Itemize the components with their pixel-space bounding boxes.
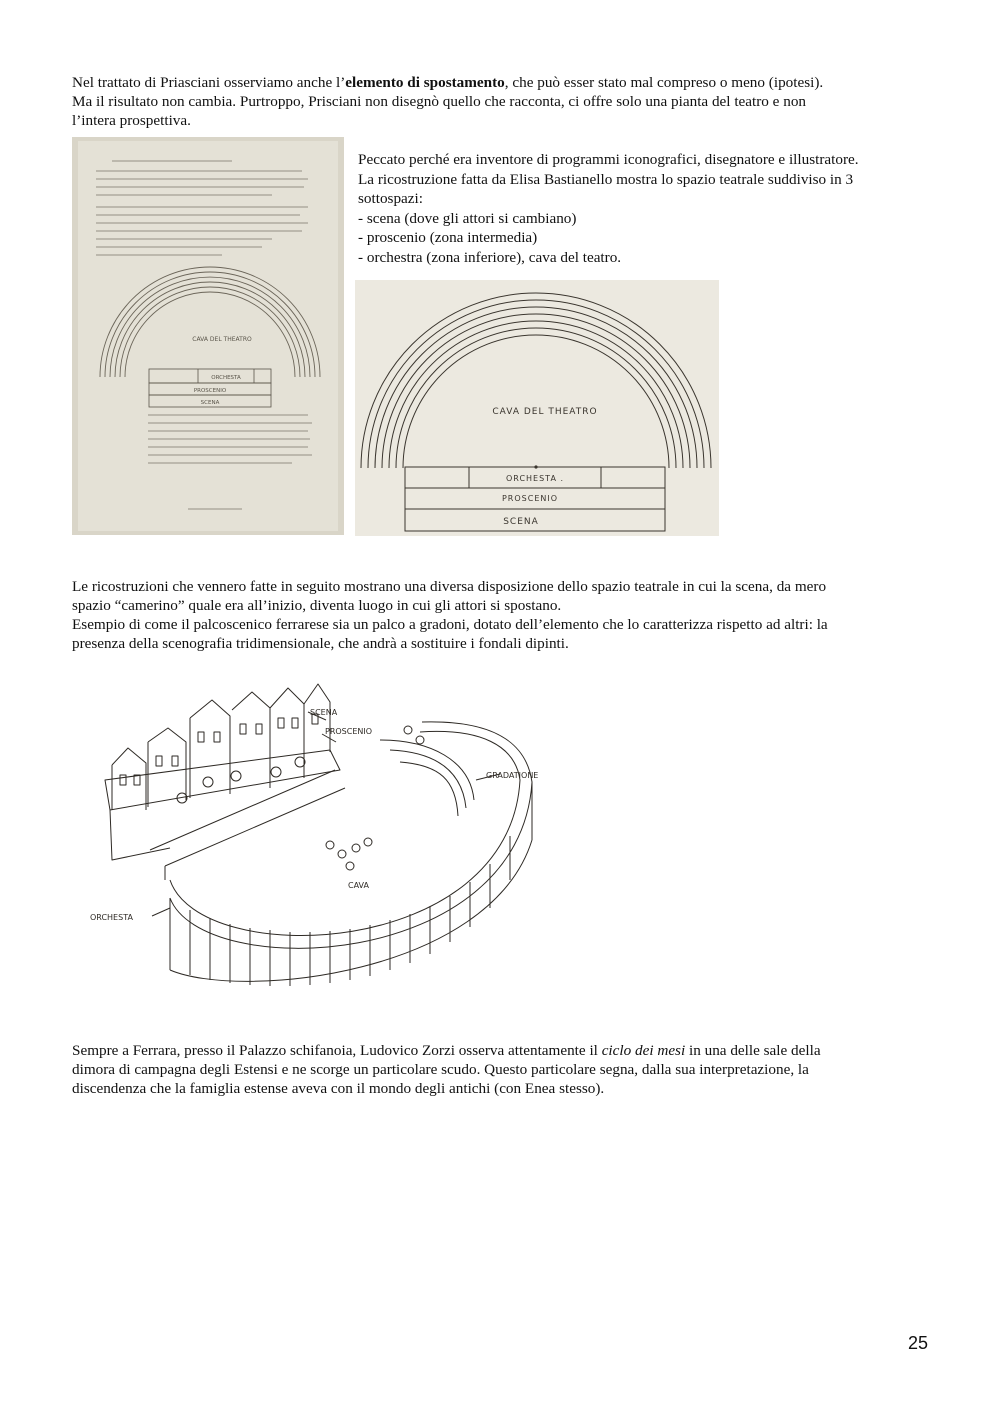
para2-line-2: spazio “camerino” quale era all’inizio, diventa luogo in cui gli attori si spostano. [72,597,562,614]
para3-line-2: dimora di campagna degli Estensi e ne scorge un particolare scudo. Questo particolare segna, dalla sua interpretazione, la [72,1061,809,1078]
para2-line-3: Esempio di come il palcoscenico ferrarese sia un palco a gradoni, dotato dell’elemento che lo caratterizza rispetto ad altri: la [72,616,828,633]
sketch-lines [105,684,532,986]
third-paragraph [72,1041,932,1098]
side-list-item: - orchestra (zona inferiore), cava del teatro. [358,248,622,266]
theatre-plan-image [355,280,719,536]
theatre-sketch-svg [90,670,550,990]
manuscript-image [72,137,344,535]
side-list-item: - scena (dove gli attori si cambiano) [358,209,577,227]
side-line-2: La ricostruzione fatta da Elisa Bastianello mostra lo spazio teatrale suddiviso in 3 [358,170,854,188]
manuscript-label-cava: CAVA DEL THEATRO [192,336,252,343]
plan-label-proscenio: PROSCENIO [501,494,559,503]
bold-term: elemento di spostamento [345,74,505,91]
manuscript-label-proscenio: PROSCENIO [193,388,227,394]
manuscript-label-scena: SCENA [200,400,220,406]
manuscript-svg [72,137,344,535]
theatre-sketch-image [90,670,550,990]
intro-line-3: l’intera prospettiva. [72,112,191,129]
para3-line-3: discendenza che la famiglia estense aveva con il mondo degli antichi (con Enea stesso). [72,1080,605,1097]
sketch-label-orchesta: ORCHESTA [90,913,133,922]
manuscript-label-orchesta: ORCHESTA [211,375,241,381]
side-line-1: Peccato perché era inventore di programmi iconografici, disegnatore e illustratore. [358,151,859,168]
sketch-label-cava: CAVA [348,881,369,890]
side-text-block [358,150,938,267]
intro-line-1: Nel trattato di Priasciani osserviamo anche l’elemento di spostamento, che può esser stato mal compreso o meno (ipotesi). [72,74,824,91]
plan-center-dot [534,465,537,468]
second-paragraph [72,577,932,653]
plan-label-orchesta: ORCHESTA . [505,474,565,483]
intro-paragraph [72,73,932,130]
side-line-3: sottospazi: [358,190,423,207]
plan-label-cava: CAVA DEL THEATRO [492,407,598,417]
theatre-plan-svg [355,280,719,536]
side-list-item: - proscenio (zona intermedia) [358,229,538,246]
para2-line-4: presenza della scenografia tridimensionale, che andrà a sostituire i fondali dipinti. [72,635,569,652]
intro-line-2: Ma il risultato non cambia. Purtroppo, Prisciani non disegnò quello che racconta, ci offre solo una pianta del teatro e non [72,93,807,110]
sketch-label-scena: SCENA [310,708,338,717]
italic-term: ciclo dei mesi [601,1042,686,1059]
plan-label-scena: SCENA [503,517,539,527]
sketch-label-proscenio: PROSCENIO [325,727,373,736]
para3-line-1: Sempre a Ferrara, presso il Palazzo schifanoia, Ludovico Zorzi osserva attentamente il ciclo dei mesi in una delle sale della [72,1042,821,1059]
sketch-label-gradatione: GRADATIONE [486,771,539,780]
page-number: 25 [907,1333,928,1353]
para2-line-1: Le ricostruzioni che vennero fatte in seguito mostrano una diversa disposizione dello spazio teatrale in cui la scena, da mero [72,578,827,595]
